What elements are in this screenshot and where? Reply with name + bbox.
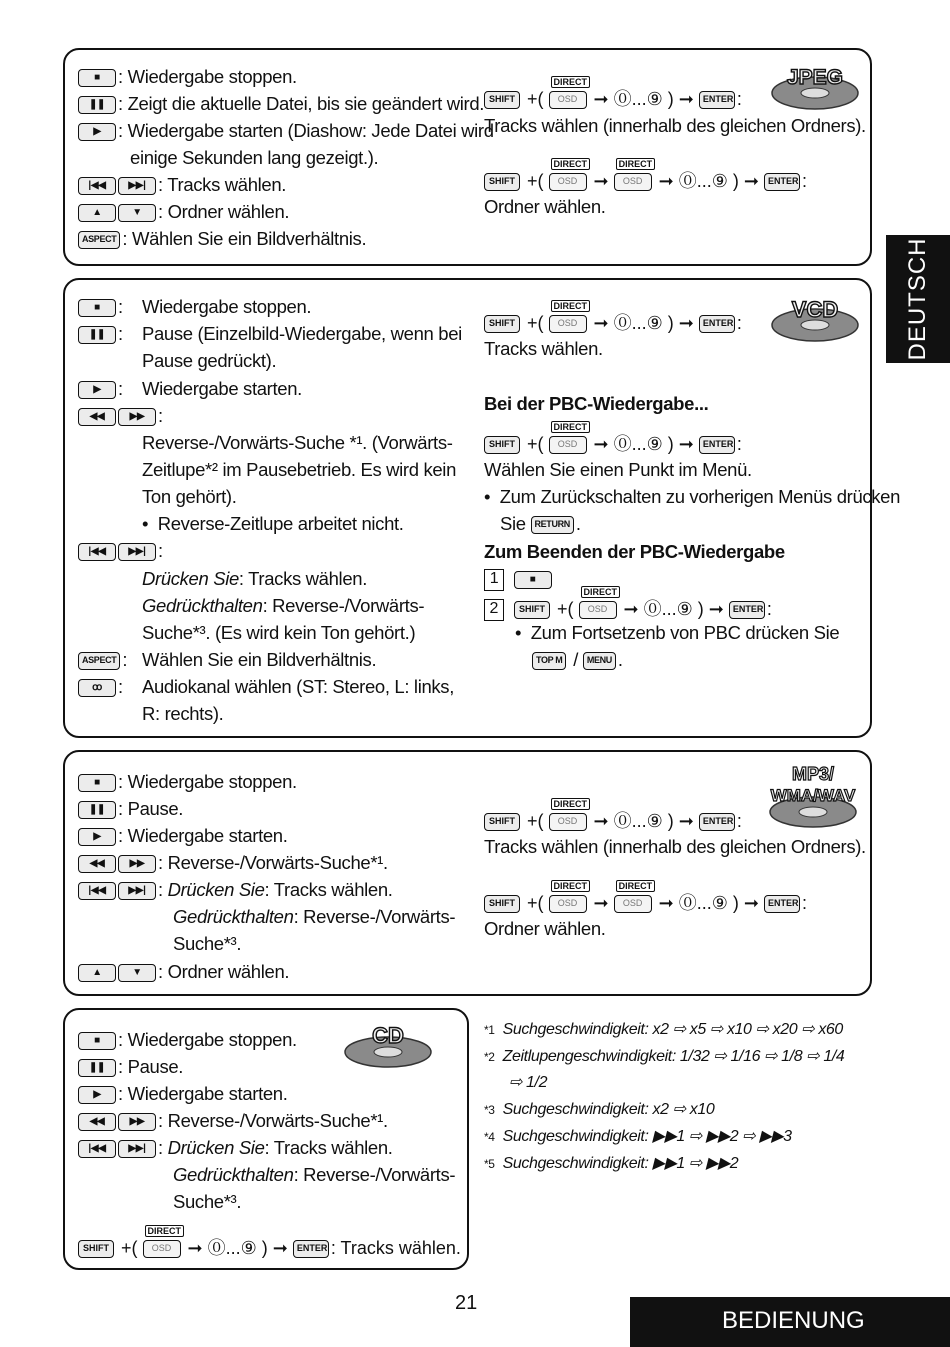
jpeg-play-text-2: einige Sekunden lang gezeigt.). <box>130 147 379 168</box>
footnote-text: Suchgeschwindigkeit: x2 ⇨ x10 <box>502 1101 715 1118</box>
vcd-hold-label: Gedrückthalten <box>142 595 263 616</box>
play-key-icon: ▶ <box>78 1086 116 1104</box>
vcd-search-note: • Reverse-Zeitlupe arbeitet nicht. <box>142 513 404 534</box>
mp3-track-text: Tracks wählen (innerhalb des gleichen Ordners). <box>484 836 866 857</box>
digit-keys: ⓪...⑨ <box>613 811 663 831</box>
page-number: 21 <box>455 1292 478 1314</box>
osd-key-icon: OSD <box>549 173 587 191</box>
step-1-number: 1 <box>484 569 504 591</box>
vcd-play-line: ▶ : <box>78 377 123 401</box>
osd-key-icon: OSD <box>614 173 652 191</box>
cd-press-text: : Tracks wählen. <box>264 1137 393 1158</box>
top-menu-key-icon: TOP M <box>532 652 566 670</box>
vcd-hold-line <box>142 594 424 618</box>
mp3-hold-text-2: Suche*³. <box>173 933 242 954</box>
vcd-pbc-select-text: Wählen Sie einen Punkt im Menü. <box>484 459 752 480</box>
jpeg-folder-line: ▲ ▼ : Ordner wählen. <box>78 200 289 224</box>
footnote-text: Zeitlupengeschwindigkeit: 1/32 ⇨ 1/16 ⇨ 1/8 ⇨ 1/4 <box>502 1048 845 1065</box>
disc-icon <box>765 760 865 830</box>
vcd-play-text: Wiedergabe starten. <box>142 378 302 399</box>
footnote-1 <box>484 1018 843 1042</box>
cd-disc-label: CD <box>372 1023 404 1048</box>
mp3-search-text: Reverse-/Vorwärts-Suche*¹. <box>167 852 388 873</box>
vcd-resume-keys: TOP M / MENU . <box>532 648 623 672</box>
pause-key-icon: ❚❚ <box>78 1059 116 1077</box>
cd-play-line: ▶ : Wiedergabe starten. <box>78 1082 288 1106</box>
shift-key-icon: SHIFT <box>484 436 520 454</box>
vcd-press-label: Drücken Sie <box>142 568 239 589</box>
mp3-play-line: ▶ : Wiedergabe starten. <box>78 824 288 848</box>
jpeg-aspect-text: Wählen Sie ein Bildverhältnis. <box>132 228 367 249</box>
jpeg-stop-line: ■ : Wiedergabe stoppen. <box>78 65 297 89</box>
vcd-skip-keys: |◀◀ ▶▶| : <box>78 539 163 563</box>
jpeg-track-sequence: SHIFT +( DIRECT OSD ➞ ⓪...⑨ ) ➞ ENTER : <box>484 85 742 115</box>
mp3-track-sequence: SHIFT +( DIRECT OSD ➞ ⓪...⑨ ) ➞ ENTER : <box>484 807 742 837</box>
osd-key-icon: OSD <box>549 436 587 454</box>
forward-key-icon: ▶▶ <box>118 855 156 873</box>
pause-key-icon: ❚❚ <box>78 96 116 114</box>
down-key-icon: ▼ <box>118 964 156 982</box>
stop-key-icon: ■ <box>78 1032 116 1050</box>
mp3-pause-line: ❚❚ : Pause. <box>78 797 183 821</box>
vcd-aspect-text: Wählen Sie ein Bildverhältnis. <box>142 649 377 670</box>
vcd-hold-text: : Reverse-/Vorwärts- <box>262 595 425 616</box>
digit-keys: ⓪...⑨ <box>678 171 728 191</box>
enter-key-icon: ENTER <box>699 813 735 831</box>
cd-hold-text-2: Suche*³. <box>173 1191 242 1212</box>
vcd-aspect-line: ASPECT : <box>78 648 127 672</box>
vcd-audio-line: ꝏ : <box>78 675 123 699</box>
vcd-pause-line: ❚❚ : <box>78 322 123 346</box>
cd-pause-line: ❚❚ : Pause. <box>78 1055 183 1079</box>
digit-keys: ⓪...⑨ <box>613 89 663 109</box>
footnote-text: ⇨ 1/2 <box>509 1074 548 1091</box>
vcd-search-text-3: Ton gehört). <box>142 486 237 507</box>
digit-keys: ⓪...⑨ <box>643 599 693 619</box>
direct-label: DIRECT <box>616 880 656 892</box>
section-footer <box>630 1297 950 1347</box>
stop-key-icon: ■ <box>78 299 116 317</box>
mp3-stop-line: ■ : Wiedergabe stoppen. <box>78 770 297 794</box>
jpeg-pause-line: ❚❚ : Zeigt die aktuelle Datei, bis sie geändert wird. <box>78 92 484 116</box>
mp3-skip-line: |◀◀ ▶▶| : Drücken Sie: Tracks wählen. <box>78 878 393 902</box>
footnote-text: Suchgeschwindigkeit: x2 ⇨ x5 ⇨ x10 ⇨ x20 ⇨ x60 <box>502 1021 843 1038</box>
vcd-search-keys: ◀◀ ▶▶ : <box>78 404 163 428</box>
vcd-disc-label: VCD <box>791 297 839 322</box>
footnote-2-cont <box>509 1071 547 1095</box>
osd-key-icon: OSD <box>549 91 587 109</box>
cd-track-text: Tracks wählen. <box>340 1238 461 1258</box>
mp3-disc-label-2: WMA/WAV <box>770 786 856 805</box>
stop-key-icon: ■ <box>78 69 116 87</box>
next-key-icon: ▶▶| <box>118 1140 156 1158</box>
language-tab <box>886 235 950 363</box>
vcd-resume-line: • Zum Fortsetzenb von PBC drücken Sie <box>515 622 840 643</box>
prev-key-icon: |◀◀ <box>78 882 116 900</box>
enter-key-icon: ENTER <box>293 1240 329 1258</box>
vcd-step-1 <box>484 567 554 591</box>
pause-key-icon: ❚❚ <box>78 801 116 819</box>
cd-stop-text: Wiedergabe stoppen. <box>127 1029 297 1050</box>
vcd-pause-text-2: Pause gedrückt). <box>142 350 277 371</box>
cd-press-label: Drücken Sie <box>167 1137 265 1158</box>
vcd-press-text: : Tracks wählen. <box>238 568 367 589</box>
cd-search-line: ◀◀ ▶▶ : Reverse-/Vorwärts-Suche*¹. <box>78 1109 388 1133</box>
play-key-icon: ▶ <box>78 123 116 141</box>
mp3-press-label: Drücken Sie <box>167 879 265 900</box>
mp3-stop-text: Wiedergabe stoppen. <box>127 771 297 792</box>
footnote-4 <box>484 1125 792 1149</box>
return-key-icon: RETURN <box>531 516 574 534</box>
mp3-hold-text: : Reverse-/Vorwärts- <box>293 906 456 927</box>
forward-key-icon: ▶▶ <box>118 1113 156 1131</box>
direct-label: DIRECT <box>551 880 591 892</box>
enter-key-icon: ENTER <box>729 601 765 619</box>
vcd-back-line-2: Sie RETURN . <box>500 513 581 534</box>
language-tab-label: DEUTSCH <box>904 237 931 361</box>
up-key-icon: ▲ <box>78 964 116 982</box>
jpeg-skip-text: Tracks wählen. <box>167 174 287 195</box>
footnote-mark: *5 <box>484 1157 495 1171</box>
cd-hold-text: : Reverse-/Vorwärts- <box>293 1164 456 1185</box>
vcd-audio-text: Audiokanal wählen (ST: Stereo, L: links, <box>142 676 454 697</box>
osd-key-icon: OSD <box>549 895 587 913</box>
disc-icon <box>343 1018 435 1072</box>
vcd-stop-line: ■ : <box>78 295 123 319</box>
vcd-track-sequence: SHIFT +( DIRECT OSD ➞ ⓪...⑨ ) ➞ ENTER : <box>484 309 742 339</box>
jpeg-stop-text: Wiedergabe stoppen. <box>127 66 297 87</box>
direct-label: DIRECT <box>551 300 591 312</box>
play-key-icon: ▶ <box>78 828 116 846</box>
vcd-resume-text: Zum Fortsetzenb von PBC drücken Sie <box>530 622 840 643</box>
aspect-key-icon: ASPECT <box>78 231 120 249</box>
footnote-text: Suchgeschwindigkeit: ▶▶1 ⇨ ▶▶2 ⇨ ▶▶3 <box>502 1128 792 1145</box>
mp3-folder-text-right: Ordner wählen. <box>484 918 606 939</box>
jpeg-aspect-line: ASPECT : Wählen Sie ein Bildverhältnis. <box>78 227 366 251</box>
vcd-audio-text-2: R: rechts). <box>142 703 224 724</box>
vcd-back-text-2: Sie <box>500 513 526 534</box>
vcd-back-text: Zum Zurückschalten zu vorherigen Menüs drücken <box>499 486 901 507</box>
footnote-text: Suchgeschwindigkeit: ▶▶1 ⇨ ▶▶2 <box>502 1155 739 1172</box>
rewind-key-icon: ◀◀ <box>78 1113 116 1131</box>
jpeg-play-line: ▶ : Wiedergabe starten (Diashow: Jede Datei wird <box>78 119 494 143</box>
menu-key-icon: MENU <box>583 652 616 670</box>
shift-key-icon: SHIFT <box>484 173 520 191</box>
aspect-key-icon: ASPECT <box>78 652 120 670</box>
direct-label: DIRECT <box>145 1225 185 1237</box>
osd-key-icon: OSD <box>143 1240 181 1258</box>
osd-key-icon: OSD <box>579 601 617 619</box>
mp3-press-text: : Tracks wählen. <box>264 879 393 900</box>
osd-key-icon: OSD <box>549 315 587 333</box>
digit-keys: ⓪...⑨ <box>207 1238 257 1258</box>
direct-label: DIRECT <box>551 158 591 170</box>
shift-key-icon: SHIFT <box>78 1240 114 1258</box>
audio-key-icon: ꝏ <box>78 679 116 697</box>
mp3-folder-sequence: SHIFT +( DIRECT OSD ➞ DIRECT OSD ➞ ⓪...⑨ ) ➞ ENTER : <box>484 889 807 919</box>
osd-key-icon: OSD <box>614 895 652 913</box>
shift-key-icon: SHIFT <box>484 813 520 831</box>
vcd-stop-text: Wiedergabe stoppen. <box>142 296 312 317</box>
cd-track-sequence: SHIFT +( DIRECT OSD ➞ ⓪...⑨ ) ➞ ENTER : Tracks wählen. <box>78 1234 461 1264</box>
disc-icon <box>770 62 860 112</box>
jpeg-skip-line: |◀◀ ▶▶| : Tracks wählen. <box>78 173 286 197</box>
shift-key-icon: SHIFT <box>514 601 550 619</box>
footnote-2 <box>484 1045 844 1069</box>
digit-keys: ⓪...⑨ <box>613 313 663 333</box>
jpeg-disc-label: JPEG <box>786 66 844 89</box>
vcd-back-line: • Zum Zurückschalten zu vorherigen Menüs drücken <box>484 486 901 507</box>
mp3-folder-text: Ordner wählen. <box>167 961 290 982</box>
enter-key-icon: ENTER <box>764 173 800 191</box>
mp3-folder-line: ▲ ▼ : Ordner wählen. <box>78 960 289 984</box>
vcd-end-heading: Zum Beenden der PBC-Wiedergabe <box>484 541 785 562</box>
prev-key-icon: |◀◀ <box>78 543 116 561</box>
footnote-mark: *2 <box>484 1050 495 1064</box>
rewind-key-icon: ◀◀ <box>78 408 116 426</box>
prev-key-icon: |◀◀ <box>78 177 116 195</box>
next-key-icon: ▶▶| <box>118 543 156 561</box>
shift-key-icon: SHIFT <box>484 91 520 109</box>
direct-label: DIRECT <box>551 421 591 433</box>
digit-keys: ⓪...⑨ <box>613 434 663 454</box>
step-2-number: 2 <box>484 599 504 621</box>
next-key-icon: ▶▶| <box>118 882 156 900</box>
shift-key-icon: SHIFT <box>484 315 520 333</box>
shift-key-icon: SHIFT <box>484 895 520 913</box>
mp3-disc-label-1: MP3/ <box>791 764 835 784</box>
osd-key-icon: OSD <box>549 813 587 831</box>
jpeg-folder-text-right: Ordner wählen. <box>484 196 606 217</box>
down-key-icon: ▼ <box>118 204 156 222</box>
play-key-icon: ▶ <box>78 381 116 399</box>
direct-label: DIRECT <box>616 158 656 170</box>
enter-key-icon: ENTER <box>699 315 735 333</box>
jpeg-play-text: Wiedergabe starten (Diashow: Jede Datei wird <box>127 120 494 141</box>
cd-stop-line: ■ : Wiedergabe stoppen. <box>78 1028 297 1052</box>
vcd-step-2: 2 SHIFT +( DIRECT OSD ➞ ⓪...⑨ ) ➞ ENTER : <box>484 595 772 625</box>
mp3-search-line: ◀◀ ▶▶ : Reverse-/Vorwärts-Suche*¹. <box>78 851 388 875</box>
vcd-search-text: Reverse-/Vorwärts-Suche *¹. (Vorwärts- <box>142 432 453 453</box>
mp3-pause-text: Pause. <box>127 798 184 819</box>
section-label: BEDIENUNG <box>722 1307 865 1334</box>
vcd-hold-text-2: Suche*³. (Es wird kein Ton gehört.) <box>142 622 416 643</box>
vcd-track-text: Tracks wählen. <box>484 338 603 359</box>
disc-icon <box>770 292 860 346</box>
enter-key-icon: ENTER <box>764 895 800 913</box>
vcd-pause-text: Pause (Einzelbild-Wiedergabe, wenn bei <box>142 323 462 344</box>
rewind-key-icon: ◀◀ <box>78 855 116 873</box>
vcd-pbc-sequence: SHIFT +( DIRECT OSD ➞ ⓪...⑨ ) ➞ ENTER : <box>484 430 742 460</box>
enter-key-icon: ENTER <box>699 436 735 454</box>
footnote-5 <box>484 1152 738 1176</box>
direct-label: DIRECT <box>581 586 621 598</box>
cd-hold-line <box>173 1163 455 1187</box>
digit-keys: ⓪...⑨ <box>678 893 728 913</box>
cd-pause-text: Pause. <box>127 1056 184 1077</box>
mp3-hold-line <box>173 905 455 929</box>
cd-play-text: Wiedergabe starten. <box>127 1083 288 1104</box>
vcd-pbc-heading: Bei der PBC-Wiedergabe... <box>484 393 709 414</box>
stop-key-icon: ■ <box>514 571 552 589</box>
pause-key-icon: ❚❚ <box>78 326 116 344</box>
vcd-press-line <box>142 567 367 591</box>
jpeg-track-text: Tracks wählen (innerhalb des gleichen Ordners). <box>484 115 866 136</box>
enter-key-icon: ENTER <box>699 91 735 109</box>
footnote-mark: *3 <box>484 1103 495 1117</box>
prev-key-icon: |◀◀ <box>78 1140 116 1158</box>
next-key-icon: ▶▶| <box>118 177 156 195</box>
mp3-hold-label: Gedrückthalten <box>173 906 294 927</box>
footnote-3 <box>484 1098 714 1122</box>
jpeg-pause-text: Zeigt die aktuelle Datei, bis sie geändert wird. <box>127 93 485 114</box>
stop-key-icon: ■ <box>78 774 116 792</box>
forward-key-icon: ▶▶ <box>118 408 156 426</box>
cd-skip-line: |◀◀ ▶▶| : Drücken Sie: Tracks wählen. <box>78 1136 393 1160</box>
footnote-mark: *4 <box>484 1130 495 1144</box>
cd-hold-label: Gedrückthalten <box>173 1164 294 1185</box>
vcd-search-note-text: Reverse-Zeitlupe arbeitet nicht. <box>157 513 404 534</box>
up-key-icon: ▲ <box>78 204 116 222</box>
mp3-play-text: Wiedergabe starten. <box>127 825 288 846</box>
cd-search-text: Reverse-/Vorwärts-Suche*¹. <box>167 1110 388 1131</box>
footnote-mark: *1 <box>484 1023 495 1037</box>
direct-label: DIRECT <box>551 798 591 810</box>
direct-label: DIRECT <box>551 76 591 88</box>
vcd-search-text-2: Zeitlupe*² im Pausebetrieb. Es wird kein <box>142 459 457 480</box>
jpeg-folder-text: Ordner wählen. <box>167 201 290 222</box>
jpeg-folder-sequence: SHIFT +( DIRECT OSD ➞ DIRECT OSD ➞ ⓪...⑨ ) ➞ ENTER : <box>484 167 807 197</box>
